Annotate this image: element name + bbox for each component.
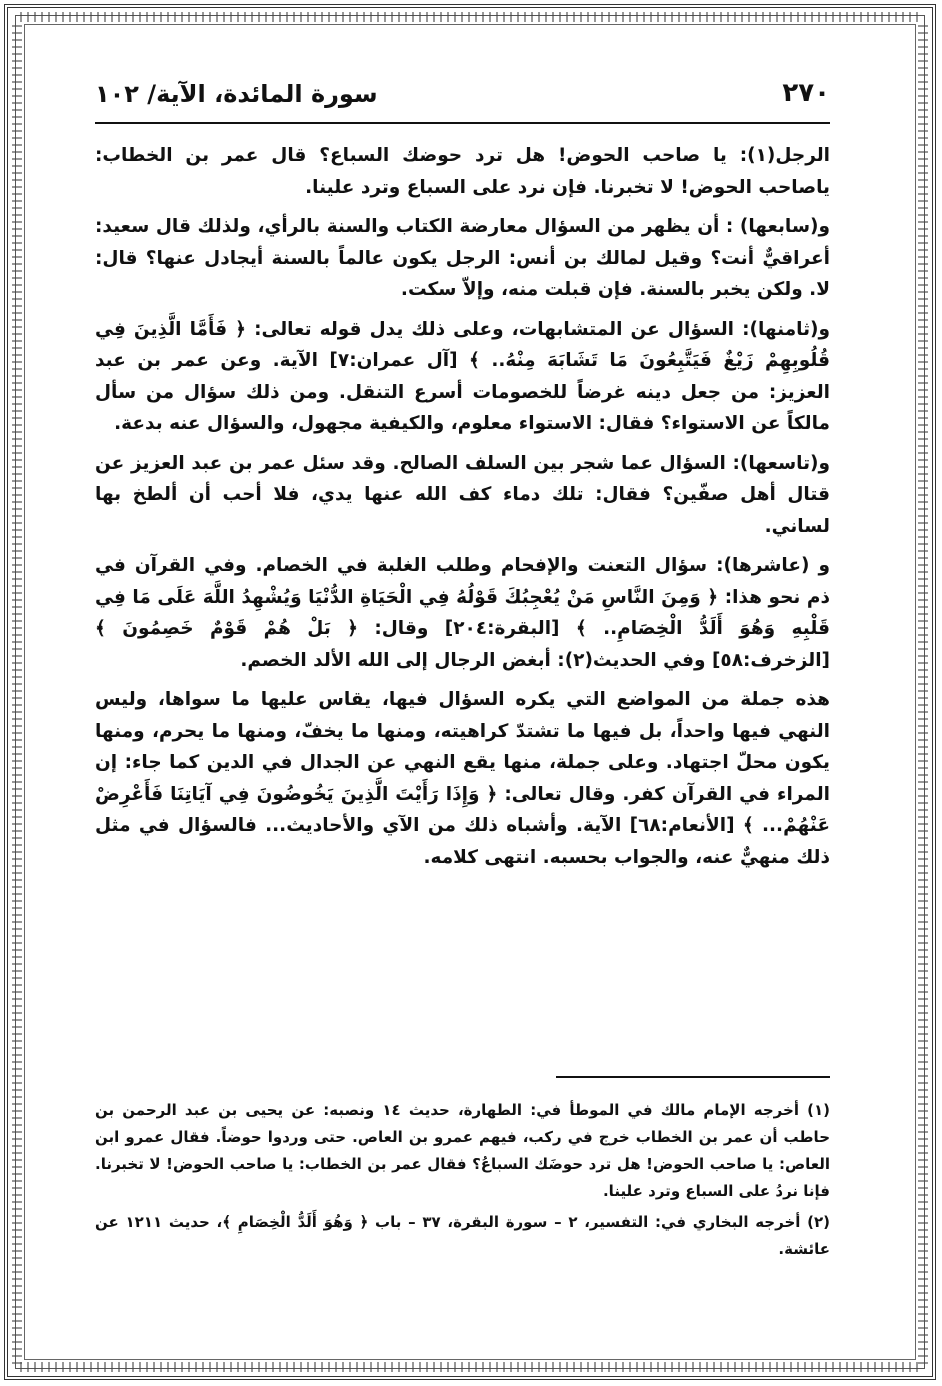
main-text [95,140,830,881]
page-number: ٢٧٠ [782,78,830,108]
paragraph: و (عاشرها): سؤال التعنت والإفحام وطلب الغلبة في الخصام. وفي القرآن في ذم نحو هذا: ﴿ وَمِنَ النَّاسِ مَنْ يُعْجِبُكَ قَوْلُهُ فِي الْحَيَاةِ الدُّنْيَا وَيُشْهِدُ اللَّهَ عَلَى مَا فِي قَلْبِهِ وَهُوَ أَلَدُّ الْخِصَامِ.. ﴾ [البقرة:٢٠٤] وقال: ﴿ بَلْ هُمْ قَوْمٌ خَصِمُونَ ﴾ [الزخرف:٥٨] وفي الحديث(٢): أبغض الرجال إلى الله الألد الخصم. [95,555,830,671]
paragraph: و(تاسعها): السؤال عما شجر بين السلف الصالح. وقد سئل عمر بن عبد العزيز عن قتال أهل صفّين؟ فقال: تلك دماء كف الله عنها يدي، فلا أحب أن ألطخ بها لساني. [95,452,830,537]
paragraph: هذه جملة من المواضع التي يكره السؤال فيها، يقاس عليها ما سواها، وليس النهي فيها واحداً، بل فيها ما تشتدّ كراهيته، ومنها ما يخفّ، ومنها ما يحرم، ومنها يكون محلّ اجتهاد. وعلى جملة، منها يقع النهي عن الجدال في الدين كما جاء: إن المراء في القرآن كفر. وقال تعالى: ﴿ وَإِذَا رَأَيْتَ الَّذِينَ يَخُوضُونَ فِي آيَاتِنَا فَأَعْرِضْ عَنْهُمْ... ﴾ [الأنعام:٦٨] الآية. وأشباه ذلك من الآي والأحاديث... فالسؤال في مثل ذلك منهيٌّ عنه، والجواب بحسبه. انتهى كلامه. [95,689,830,868]
border-chain-right [918,20,928,1364]
border-chain-left [12,20,22,1364]
border-chain-top [20,12,920,22]
running-title: سورة المائدة، الآية/ ١٠٢ [95,80,378,108]
footnotes [95,1097,830,1267]
footnote-separator [556,1076,830,1078]
paragraph: و(سابعها) : أن يظهر من السؤال معارضة الكتاب والسنة بالرأي، ولذلك قال سعيد: أعراقيٌّ أنت؟ وقيل لمالك بن أنس: الرجل يكون عالماً بالسنة أيجادل عنها؟ قال: لا. ولكن يخبر بالسنة. فإن قبلت منه، وإلاّ سكت. [95,216,830,300]
border-chain-bottom [20,1362,920,1372]
footnote: (٢) أخرجه البخاري في: التفسير، ٢ – سورة البقرة، ٣٧ – باب ﴿ وَهُوَ أَلَدُّ الْخِصَامِ ﴾، حديث ١٢١١ عن عائشة. [95,1213,831,1258]
paragraph: الرجل(١): يا صاحب الحوض! هل ترد حوضك السباع؟ قال عمر بن الخطاب: ياصاحب الحوض! لا تخبرنا. فإن نرد على السباع وترد علينا. [95,145,830,198]
paragraph: و(ثامنها): السؤال عن المتشابهات، وعلى ذلك يدل قوله تعالى: ﴿ فَأَمَّا الَّذِينَ فِي قُلُوبِهِمْ زَيْغٌ فَيَتَّبِعُونَ مَا تَشَابَهَ مِنْهُ.. ﴾ [آل عمران:٧] الآية. وعن عمر بن عبد العزيز: من جعل دينه غرضاً للخصومات أسرع التنقل. ومن ذلك سؤال من سأل مالكاً عن الاستواء؟ فقال: الاستواء معلوم، والكيفية مجهول، والسؤال عنه بدعة. [95,318,830,434]
page-header [95,74,830,124]
footnote: (١) أخرجه الإمام مالك في الموطأ في: الطهارة، حديث ١٤ ونصبه: عن يحيى بن عبد الرحمن بن حاطب أن عمر بن الخطاب خرج في ركب، فيهم عمرو بن العاص. حتى وردوا حوضاً. فقال عمرو ابن العاص: يا صاحب الحوض! هل ترد حوضَك السباعُ؟ فقال عمر بن الخطاب: يا صاحب الحوض! لا تخبرنا. فإنا نردُ على السباع وترد علينا. [95,1101,830,1200]
